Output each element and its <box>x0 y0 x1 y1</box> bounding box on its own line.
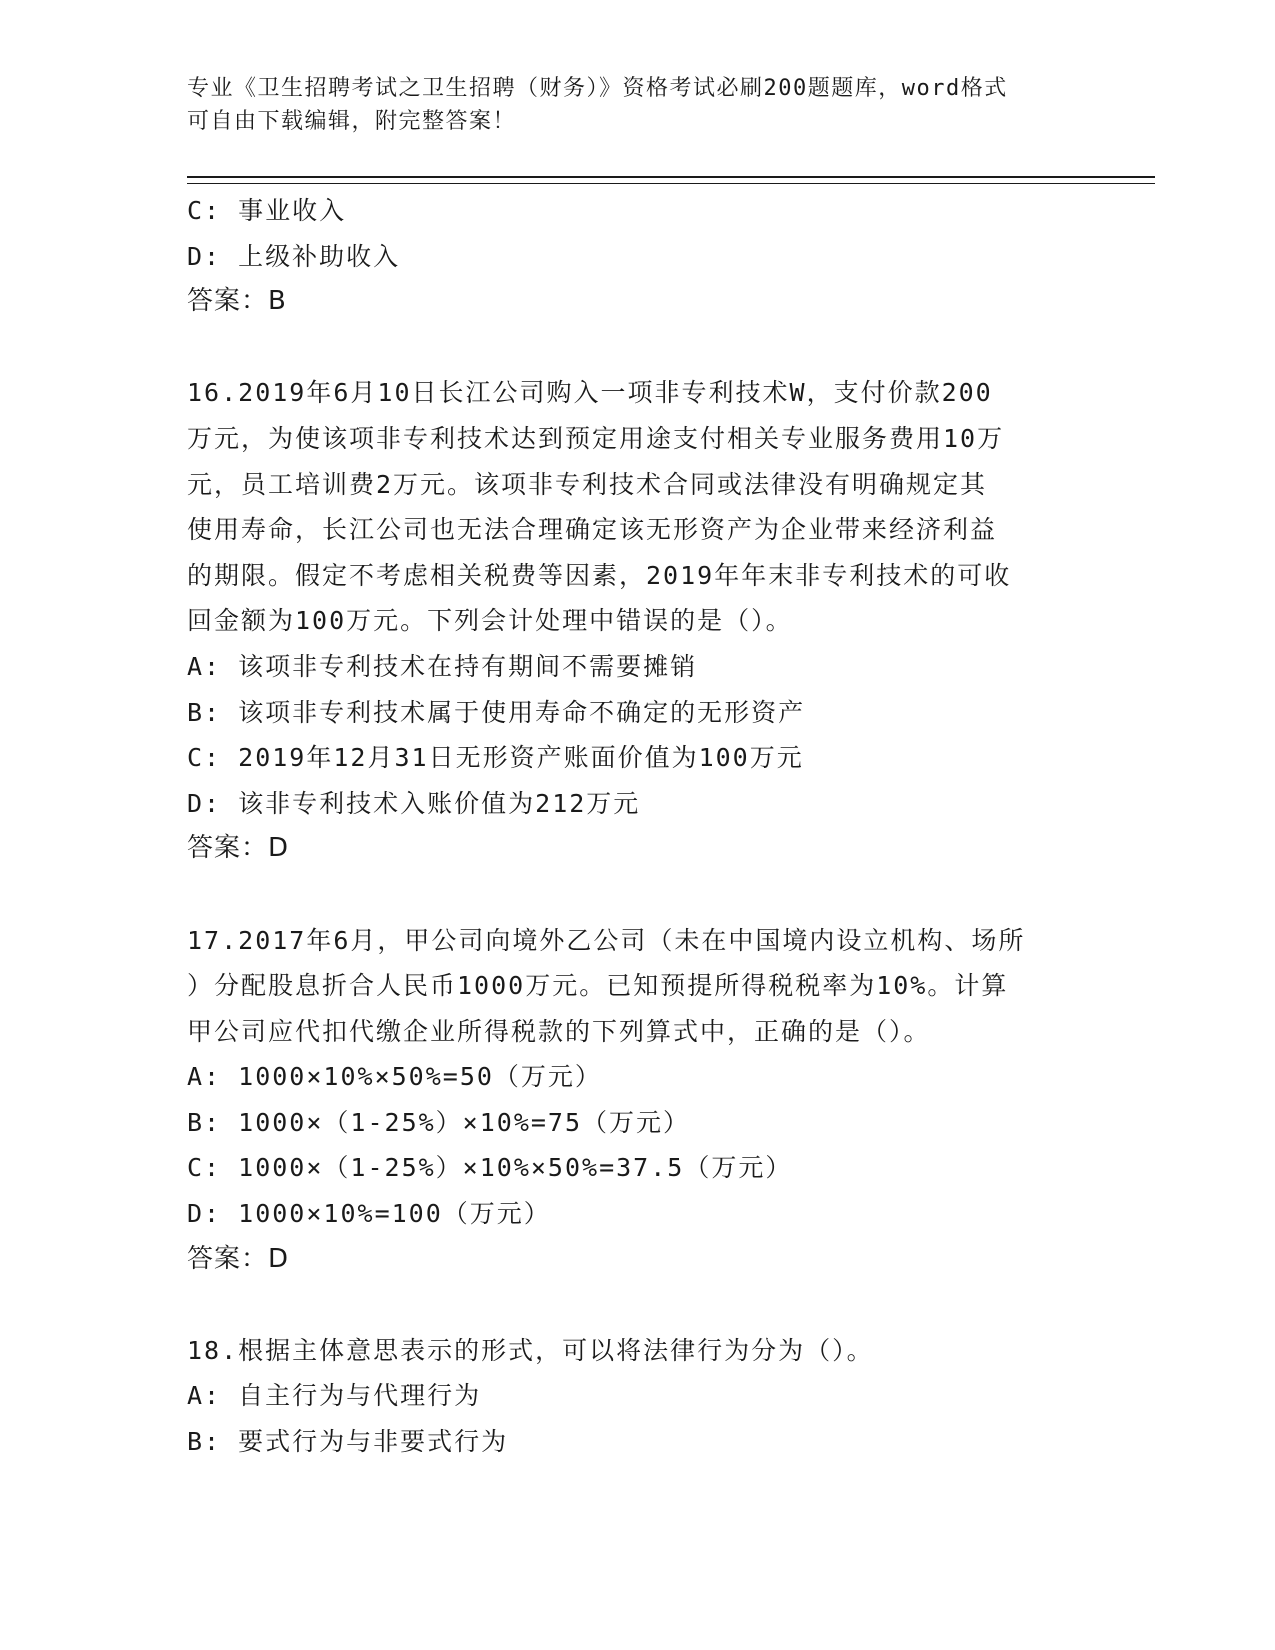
q17-option-d: D: 1000×10%=100（万元） <box>187 1199 551 1229</box>
document-header <box>187 72 1087 138</box>
spacer <box>187 325 1087 371</box>
q17-stem-line-1: 17.2017年6月，甲公司向境外乙公司（未在中国境内设立机构、场所 <box>187 925 1026 955</box>
q17-option-a: A: 1000×10%×50%=50（万元） <box>187 1062 602 1092</box>
q18-option-a: A: 自主行为与代理行为 <box>187 1381 482 1411</box>
q17-option-c: C: 1000×（1-25%）×10%×50%=37.5（万元） <box>187 1153 793 1183</box>
q18-option-b: B: 要式行为与非要式行为 <box>187 1427 509 1457</box>
q17-stem-line-3: 甲公司应代扣代缴企业所得税款的下列算式中，正确的是（）。 <box>187 1016 931 1046</box>
q16-stem-line-4: 使用寿命，长江公司也无法合理确定该无形资产为企业带来经济利益 <box>187 515 998 545</box>
q17-answer: 答案：D <box>187 1243 290 1274</box>
header-divider <box>187 176 1155 184</box>
question-content <box>187 188 1087 1465</box>
q17-option-b: B: 1000×（1-25%）×10%=75（万元） <box>187 1107 691 1137</box>
q18-stem-line-1: 18.根据主体意思表示的形式，可以将法律行为分为（）。 <box>187 1335 874 1365</box>
spacer <box>187 1282 1087 1328</box>
q16-answer: 答案：D <box>187 833 290 864</box>
q16-option-b: B: 该项非专利技术属于使用寿命不确定的无形资产 <box>187 697 806 727</box>
header-line-2: 可自由下载编辑，附完整答案！ <box>187 109 517 134</box>
q15-option-c: C: 事业收入 <box>187 196 347 225</box>
q16-stem-line-1: 16.2019年6月10日长江公司购入一项非专利技术W，支付价款200 <box>187 378 993 408</box>
q16-stem-line-3: 元，员工培训费2万元。该项非专利技术合同或法律没有明确规定其 <box>187 469 988 499</box>
q16-stem-line-2: 万元，为使该项非专利技术达到预定用途支付相关专业服务费用10万 <box>187 423 1005 453</box>
q17-stem-line-2: ）分配股息折合人民币1000万元。已知预提所得税税率为10%。计算 <box>187 971 1009 1001</box>
header-line-1: 专业《卫生招聘考试之卫生招聘（财务）》资格考试必刷200题题库，word格式 <box>187 76 1008 101</box>
q16-option-a: A: 该项非专利技术在持有期间不需要摊销 <box>187 651 698 681</box>
q15-answer: 答案：B <box>187 286 287 317</box>
q16-option-d: D: 该非专利技术入账价值为212万元 <box>187 788 641 818</box>
q16-option-c: C: 2019年12月31日无形资产账面价值为100万元 <box>187 743 804 773</box>
spacer <box>187 872 1087 918</box>
q16-stem-line-5: 的期限。假定不考虑相关税费等因素，2019年年末非专利技术的可收 <box>187 560 1012 590</box>
q15-option-d: D: 上级补助收入 <box>187 241 401 271</box>
q16-stem-line-6: 回金额为100万元。下列会计处理中错误的是（）。 <box>187 606 793 636</box>
